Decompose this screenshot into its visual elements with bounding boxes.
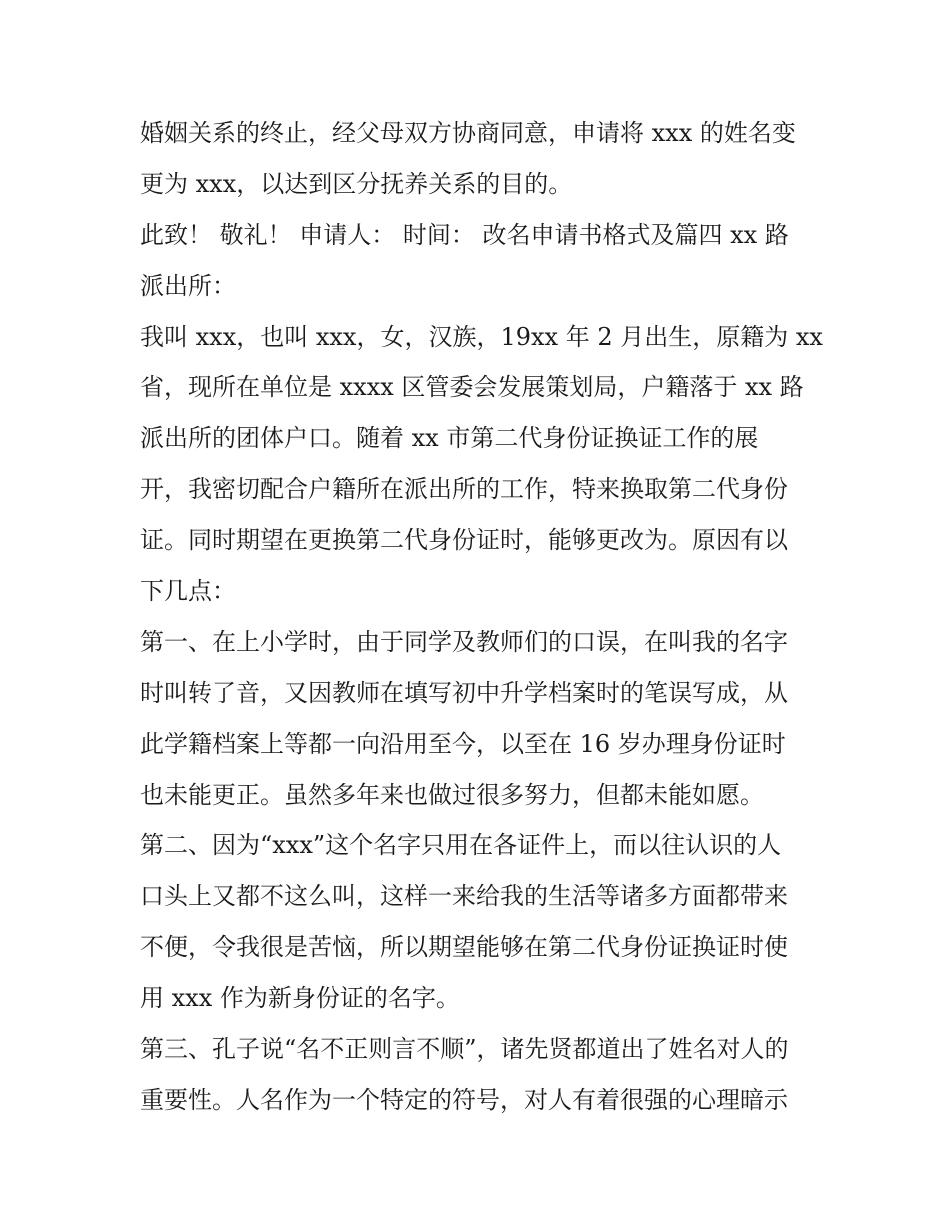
text-line-11: 第一、在上小学时，由于同学及教师们的口误，在叫我的名字 (140, 627, 788, 656)
text-line-9: 证。同时期望在更换第二代身份证时，能够更改为。原因有以 (140, 526, 788, 555)
text-line-4: 派出所： (140, 271, 236, 300)
text-line-20: 重要性。人名作为一个特定的符号，对人有着很强的心理暗示 (140, 1085, 788, 1114)
text-line-10: 下几点： (140, 577, 236, 606)
text-line-5: 我叫 xxx，也叫 xxx，女，汉族，19xx 年 2 月出生，原籍为 xx (140, 322, 823, 351)
text-line-17: 不便，令我很是苦恼，所以期望能够在第二代身份证换证时使 (140, 933, 788, 962)
text-line-19: 第三、孔子说“名不正则言不顺”，诸先贤都道出了姓名对人的 (140, 1035, 789, 1064)
text-line-8: 开，我密切配合户籍所在派出所的工作，特来换取第二代身份 (140, 475, 788, 504)
text-line-14: 也未能更正。虽然多年来也做过很多努力，但都未能如愿。 (140, 780, 764, 809)
text-line-7: 派出所的团体户口。随着 xx 市第二代身份证换证工作的展 (140, 424, 759, 453)
text-line-6: 省，现所在单位是 xxxx 区管委会发展策划局，户籍落于 xx 路 (140, 373, 804, 402)
body-text (140, 108, 823, 1126)
text-line-16: 口头上又都不这么叫，这样一来给我的生活等诸多方面都带来 (140, 882, 788, 911)
text-line-1: 婚姻关系的终止，经父母双方协商同意，申请将 xxx 的姓名变 (140, 119, 796, 147)
text-line-2: 更为 xxx，以达到区分抚养关系的目的。 (140, 169, 573, 198)
text-line-13: 此学籍档案上等都一向沿用至今，以至在 16 岁办理身份证时 (140, 729, 786, 758)
text-line-3: 此致！ 敬礼！ 申请人： 时间： 改名申请书格式及篇四 xx 路 (140, 220, 789, 249)
text-line-12: 时叫转了音，又因教师在填写初中升学档案时的笔误写成，从 (140, 678, 788, 707)
text-line-15: 第二、因为“xxx”这个名字只用在各证件上，而以往认识的人 (140, 831, 782, 860)
text-line-18: 用 xxx 作为新身份证的名字。 (140, 984, 460, 1013)
